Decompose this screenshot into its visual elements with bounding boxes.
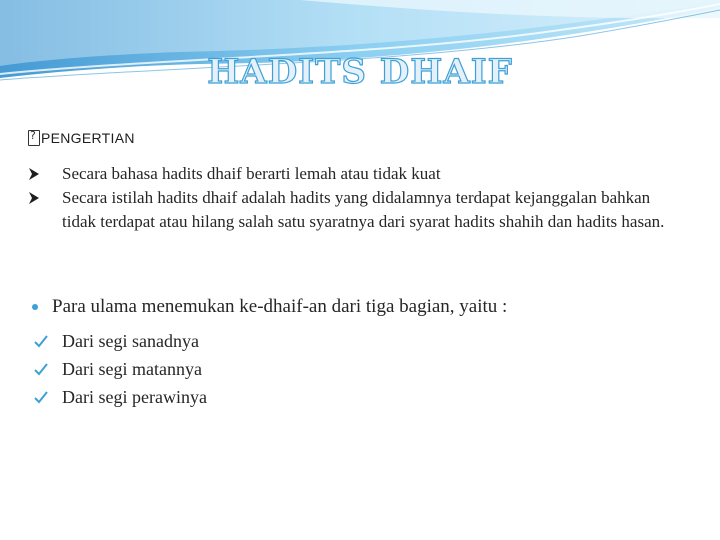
list-item: [28, 162, 688, 186]
definition-text: Secara istilah hadits dhaif adalah hadits yang didalamnya terdapat kejanggalan bahkan tidak terdapat atau hilang salah satu syaratnya dari syarat hadits shahih dan hadits hasan.: [62, 188, 665, 231]
check-icon: [34, 334, 62, 348]
check-icon: [34, 390, 62, 404]
list-item: [34, 327, 207, 355]
missing-glyph-icon: [28, 130, 40, 146]
part-text: Dari segi matannya: [62, 359, 202, 379]
list-item: [34, 383, 207, 411]
part-text: Dari segi perawinya: [62, 387, 207, 407]
dot-bullet-icon: [32, 304, 38, 310]
definition-list: [28, 162, 688, 234]
section-heading-label: PENGERTIAN: [41, 130, 135, 146]
check-icon: [34, 362, 62, 376]
statement-text: Para ulama menemukan ke-dhaif-an dari tiga bagian, yaitu :: [52, 296, 508, 317]
arrow-bullet-icon: [28, 162, 62, 186]
parts-list: [34, 327, 207, 411]
definition-text: Secara bahasa hadits dhaif berarti lemah atau tidak kuat: [62, 164, 441, 183]
section-heading: [28, 130, 135, 146]
list-item: [28, 186, 688, 234]
list-item: [34, 355, 207, 383]
arrow-bullet-icon: [28, 186, 62, 234]
slide-title: HADITS DHAIF: [207, 52, 513, 92]
statement-line: [28, 296, 507, 318]
part-text: Dari segi sanadnya: [62, 331, 199, 351]
